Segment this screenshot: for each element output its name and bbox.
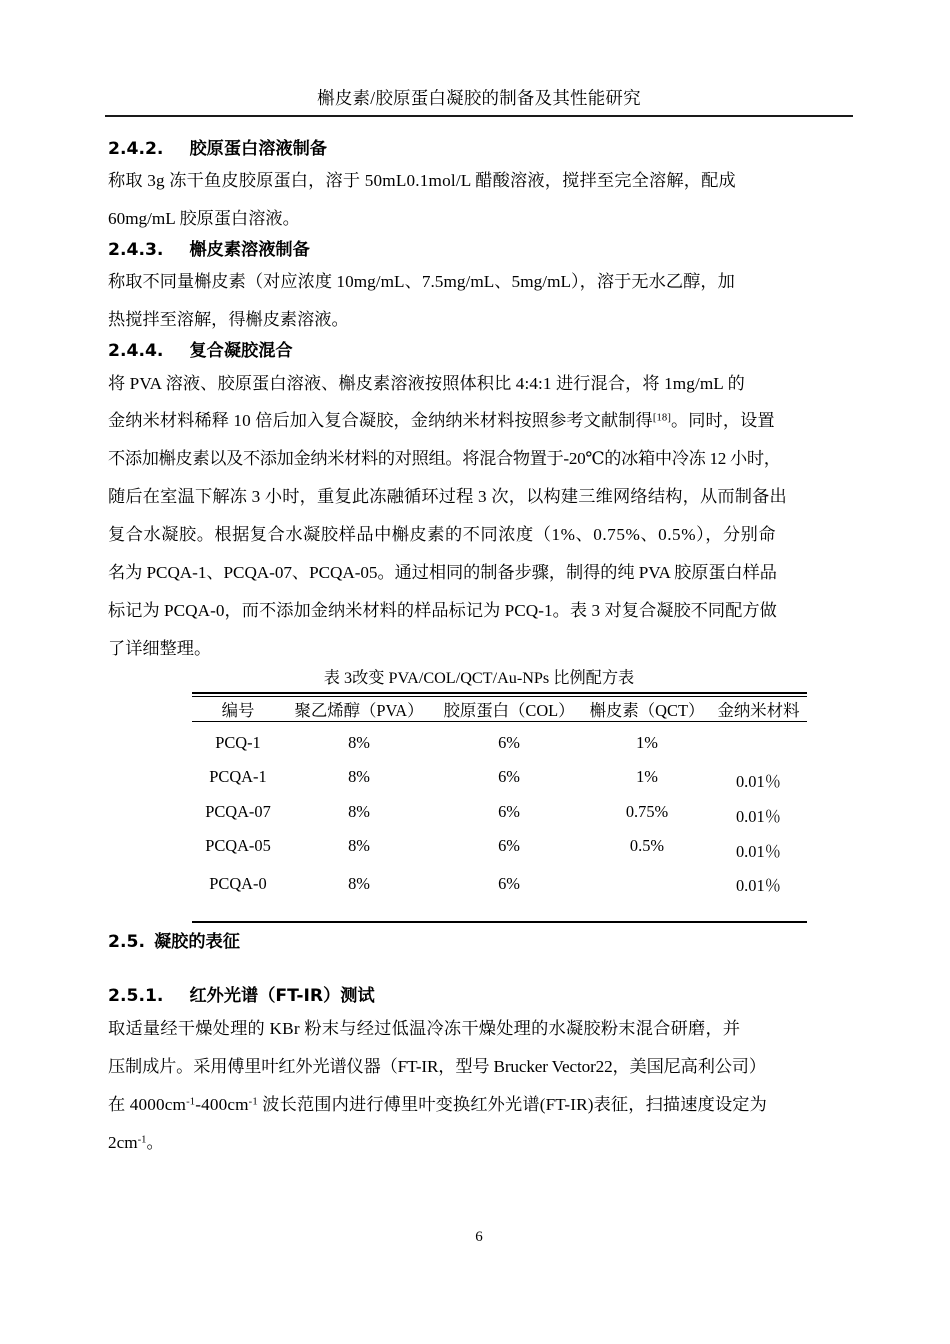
- cell-aunp: 0.01％: [735, 807, 782, 827]
- table-row: [192, 829, 807, 863]
- cell-id: PCQA-07: [205, 801, 271, 821]
- para-2-4-4-line-1: 将 PVA 溶液、胶原蛋白溶液、槲皮素溶液按照体积比 4:4:1 进行混合，将 1mg/mL 的: [108, 374, 745, 393]
- heading-2-4-4: [108, 343, 293, 360]
- heading-2-4-3-number: 2.4.3.: [108, 240, 164, 260]
- running-header: 槲皮素/胶原蛋白凝胶的制备及其性能研究: [317, 88, 641, 108]
- heading-2-5: [108, 934, 240, 951]
- cell-aunp: 0.01％: [735, 842, 782, 862]
- wavenumber-end: -400cm: [195, 1095, 249, 1114]
- table-row: [192, 759, 807, 794]
- cell-col: 6%: [498, 836, 520, 856]
- cell-id: PCQ-1: [215, 732, 261, 752]
- cell-qct: 0.5%: [629, 836, 665, 856]
- para-2-4-4-line-6: 名为 PCQA-1、PCQA-07、PCQA-05。通过相同的制备步骤，制得的纯 PVA 胶原蛋白样品: [108, 563, 777, 582]
- column-header-id: 编号: [221, 701, 255, 721]
- scan-speed-value: 2cm: [108, 1133, 138, 1152]
- wavenumber-tail: 波长范围内进行傅里叶变换红外光谱(FT-IR)表征，扫描速度设定为: [257, 1095, 767, 1114]
- cell-pva: 8%: [348, 801, 370, 821]
- para-2-4-4-line-2-tail: 。同时，设置: [670, 411, 775, 430]
- column-header-aunp: 金纳米材料: [717, 701, 800, 721]
- page-number: 6: [475, 1229, 483, 1245]
- para-2-4-4-line-3: 不添加槲皮素以及不添加金纳米材料的对照组。将混合物置于-20℃的冰箱中冷冻 12 小时，: [108, 449, 781, 468]
- para-2-5-1-line-3: [108, 1096, 767, 1113]
- header-rule: [105, 115, 853, 117]
- table-grid: [192, 697, 807, 721]
- heading-2-5-1-title: 红外光谱（FT-IR）测试: [189, 986, 375, 1006]
- cell-qct: 0.75%: [625, 801, 669, 821]
- heading-2-5-title: 凝胶的表征: [153, 932, 240, 952]
- cell-aunp: 0.01％: [735, 772, 782, 792]
- table-body-grid: [192, 722, 807, 905]
- cell-col: 6%: [498, 766, 520, 786]
- para-2-5-1-line-2: 压制成片。采用傅里叶红外光谱仪器（FT-IR，型号 Brucker Vector22，美国尼高利公司）: [108, 1057, 766, 1076]
- formulation-table: [192, 692, 807, 923]
- scan-speed-period: 。: [146, 1133, 164, 1152]
- cell-qct: 1%: [636, 732, 658, 752]
- cell-id: PCQA-0: [209, 874, 267, 894]
- table-row: [192, 794, 807, 829]
- heading-2-4-2-title: 胶原蛋白溶液制备: [189, 139, 327, 159]
- para-2-4-2-line-2: 60mg/mL 胶原蛋白溶液。: [108, 209, 300, 228]
- para-2-5-1-line-4: [108, 1134, 164, 1151]
- para-2-4-2-line-1: 称取 3g 冻干鱼皮胶原蛋白，溶于 50mL0.1mol/L 醋酸溶液，搅拌至完全溶解，配成: [108, 171, 736, 190]
- page-content: [108, 0, 850, 1344]
- heading-2-5-number: 2.5.: [108, 932, 145, 952]
- para-2-4-3-line-1: 称取不同量槲皮素（对应浓度 10mg/mL、7.5mg/mL、5mg/mL），溶于无水乙醇，加: [108, 272, 735, 291]
- heading-2-4-2: [108, 141, 327, 158]
- table-bottom-spacer: [192, 905, 807, 921]
- column-header-col: 胶原蛋白（COL）: [443, 701, 575, 721]
- citation-ref-18: [18]: [652, 412, 671, 424]
- heading-2-5-1: [108, 988, 375, 1005]
- cell-aunp: [710, 722, 807, 759]
- superscript-minus-one: -1: [137, 1134, 147, 1146]
- para-2-4-4-line-2: [108, 412, 775, 429]
- cell-qct: [584, 863, 710, 905]
- table-header-row: [192, 697, 807, 721]
- para-2-4-4-line-7: 标记为 PCQA-0，而不添加金纳米材料的样品标记为 PCQ-1。表 3 对复合凝胶不同配方做: [108, 601, 777, 620]
- table-row: [192, 863, 807, 905]
- column-header-qct: 槲皮素（QCT）: [589, 701, 705, 721]
- heading-2-4-4-number: 2.4.4.: [108, 341, 164, 361]
- heading-2-4-3: [108, 242, 310, 259]
- para-2-4-4-line-8: 了详细整理。: [108, 639, 212, 658]
- heading-2-4-4-title: 复合凝胶混合: [189, 341, 293, 361]
- para-2-5-1-line-1: 取适量经干燥处理的 KBr 粉末与经过低温冷冻干燥处理的水凝胶粉末混合研磨，并: [108, 1019, 741, 1038]
- cell-pva: 8%: [348, 766, 370, 786]
- cell-pva: 8%: [348, 732, 370, 752]
- cell-id: PCQA-1: [209, 766, 267, 786]
- cell-aunp: 0.01％: [735, 876, 782, 896]
- cell-col: 6%: [498, 801, 520, 821]
- cell-col: 6%: [498, 732, 520, 752]
- superscript-minus-one: -1: [248, 1096, 258, 1108]
- cell-id: PCQA-05: [205, 836, 271, 856]
- cell-col: 6%: [498, 874, 520, 894]
- table-bottom-rule: [192, 921, 807, 923]
- para-2-4-3-line-2: 热搅拌至溶解，得槲皮素溶液。: [108, 310, 349, 329]
- wavenumber-start: 在 4000cm: [108, 1095, 187, 1114]
- cell-qct: 1%: [636, 766, 658, 786]
- superscript-minus-one: -1: [186, 1096, 196, 1108]
- para-2-4-4-line-4: 随后在室温下解冻 3 小时，重复此冻融循环过程 3 次，以构建三维网络结构，从而制备出: [108, 487, 787, 506]
- cell-pva: 8%: [348, 874, 370, 894]
- heading-2-4-3-title: 槲皮素溶液制备: [189, 240, 310, 260]
- table-row: [192, 722, 807, 759]
- table-caption: 表 3改变 PVA/COL/QCT/Au-NPs 比例配方表: [323, 669, 635, 687]
- heading-2-4-2-number: 2.4.2.: [108, 139, 164, 159]
- heading-2-5-1-number: 2.5.1.: [108, 986, 164, 1006]
- para-2-4-4-line-5: 复合水凝胶。根据复合水凝胶样品中槲皮素的不同浓度（1%、0.75%、0.5%），分别命: [108, 525, 777, 544]
- column-header-pva: 聚乙烯醇（PVA）: [294, 701, 424, 721]
- cell-pva: 8%: [348, 836, 370, 856]
- para-2-4-4-line-2-text: 金纳米材料稀释 10 倍后加入复合凝胶，金纳纳米材料按照参考文献制得: [108, 411, 653, 430]
